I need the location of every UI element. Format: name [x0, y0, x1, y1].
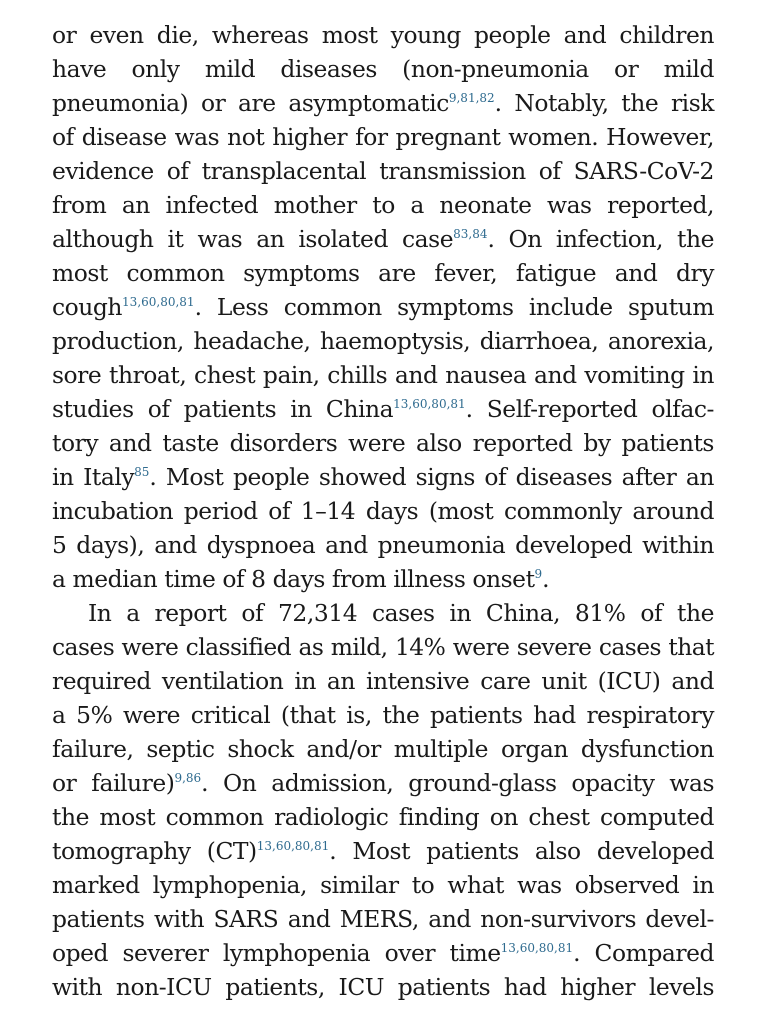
text-line	[52, 256, 714, 290]
text-run: with non-ICU patients, ICU patients had higher levels	[52, 973, 714, 1001]
text-line	[52, 528, 714, 562]
text-line	[52, 52, 714, 86]
citation-reference[interactable]: 9	[534, 567, 543, 581]
text-line	[52, 834, 714, 868]
text-line	[52, 86, 714, 120]
text-line	[52, 188, 714, 222]
text-run: . Most patients also developed	[329, 837, 714, 865]
text-line	[52, 222, 714, 256]
text-run: cough	[52, 293, 123, 321]
text-run: incubation period of 1–14 days (most commonly around	[52, 497, 714, 525]
text-run: although it was an isolated case	[52, 225, 454, 253]
text-run: in Italy	[52, 463, 135, 491]
text-line	[52, 358, 714, 392]
citation-reference[interactable]: 13,60,80,81	[393, 397, 466, 411]
text-run: a 5% were critical (that is, the patients had respiratory	[52, 701, 714, 729]
text-line	[52, 18, 714, 52]
text-line	[52, 120, 714, 154]
text-line	[52, 868, 714, 902]
text-run: of disease was not higher for pregnant women. However,	[52, 123, 714, 151]
text-line	[52, 392, 714, 426]
text-line	[52, 460, 714, 494]
text-run: . Less common symptoms include sputum	[194, 293, 714, 321]
citation-reference[interactable]: 83,84	[453, 227, 488, 241]
text-line	[52, 970, 714, 1004]
text-run: evidence of transplacental transmission of SARS-CoV-2	[52, 157, 714, 185]
text-line	[52, 698, 714, 732]
text-run: from an infected mother to a neonate was reported,	[52, 191, 714, 219]
text-run: studies of patients in China	[52, 395, 394, 423]
text-line	[52, 630, 714, 664]
text-run: failure, septic shock and/or multiple organ dysfunction	[52, 735, 714, 763]
citation-reference[interactable]: 9,86	[174, 771, 202, 785]
text-line	[52, 664, 714, 698]
text-run: or even die, whereas most young people and children	[52, 21, 714, 49]
text-line	[52, 324, 714, 358]
text-line	[52, 154, 714, 188]
text-run: . On admission, ground-glass opacity was	[201, 769, 714, 797]
text-line	[52, 800, 714, 834]
text-run: . On infection, the	[487, 225, 714, 253]
text-run: In a report of 72,314 cases in China, 81% of the	[88, 599, 714, 627]
citation-reference[interactable]: 13,60,80,81	[256, 839, 330, 853]
text-run: . Notably, the risk	[494, 89, 714, 117]
text-run: tomography (CT)	[52, 837, 257, 865]
text-run: or failure)	[52, 769, 175, 797]
text-run: the most common radiologic finding on chest computed	[52, 803, 714, 831]
text-run: patients with SARS and MERS, and non-survivors devel-	[52, 905, 714, 933]
citation-reference[interactable]: 13,60,80,81	[500, 941, 574, 955]
text-run: tory and taste disorders were also reported by patients	[52, 429, 714, 457]
body-text-column	[52, 18, 714, 1004]
text-line	[52, 562, 714, 596]
text-run: 5 days), and dyspnoea and pneumonia developed within	[52, 531, 714, 559]
text-run: pneumonia) or are asymptomatic	[52, 89, 449, 117]
text-line	[52, 494, 714, 528]
text-line	[52, 426, 714, 460]
citation-reference[interactable]: 9,81,82	[448, 91, 495, 105]
text-line	[52, 732, 714, 766]
text-run: . Most people showed signs of diseases after an	[149, 463, 714, 491]
text-run: most common symptoms are fever, fatigue and dry	[52, 259, 714, 287]
text-line	[52, 902, 714, 936]
text-run: a median time of 8 days from illness onset	[52, 565, 535, 593]
text-run: . Self-reported olfac-	[465, 395, 714, 423]
text-run: production, headache, haemoptysis, diarrhoea, anorexia,	[52, 327, 714, 355]
text-run: oped severer lymphopenia over time	[52, 939, 501, 967]
text-run: have only mild diseases (non-pneumonia or mild	[52, 55, 714, 83]
text-run: sore throat, chest pain, chills and nausea and vomiting in	[52, 361, 714, 389]
text-line	[52, 936, 714, 970]
text-run: . Compared	[573, 939, 714, 967]
text-line	[52, 766, 714, 800]
text-line	[52, 596, 714, 630]
text-run: cases were classified as mild, 14% were severe cases that	[52, 633, 714, 661]
page-bottom-edge	[0, 1010, 768, 1024]
citation-reference[interactable]: 85	[134, 465, 150, 479]
text-run: .	[542, 565, 550, 593]
citation-reference[interactable]: 13,60,80,81	[122, 295, 195, 309]
text-run: required ventilation in an intensive care unit (ICU) and	[52, 667, 714, 695]
text-line	[52, 290, 714, 324]
text-run: marked lymphopenia, similar to what was observed in	[52, 871, 714, 899]
